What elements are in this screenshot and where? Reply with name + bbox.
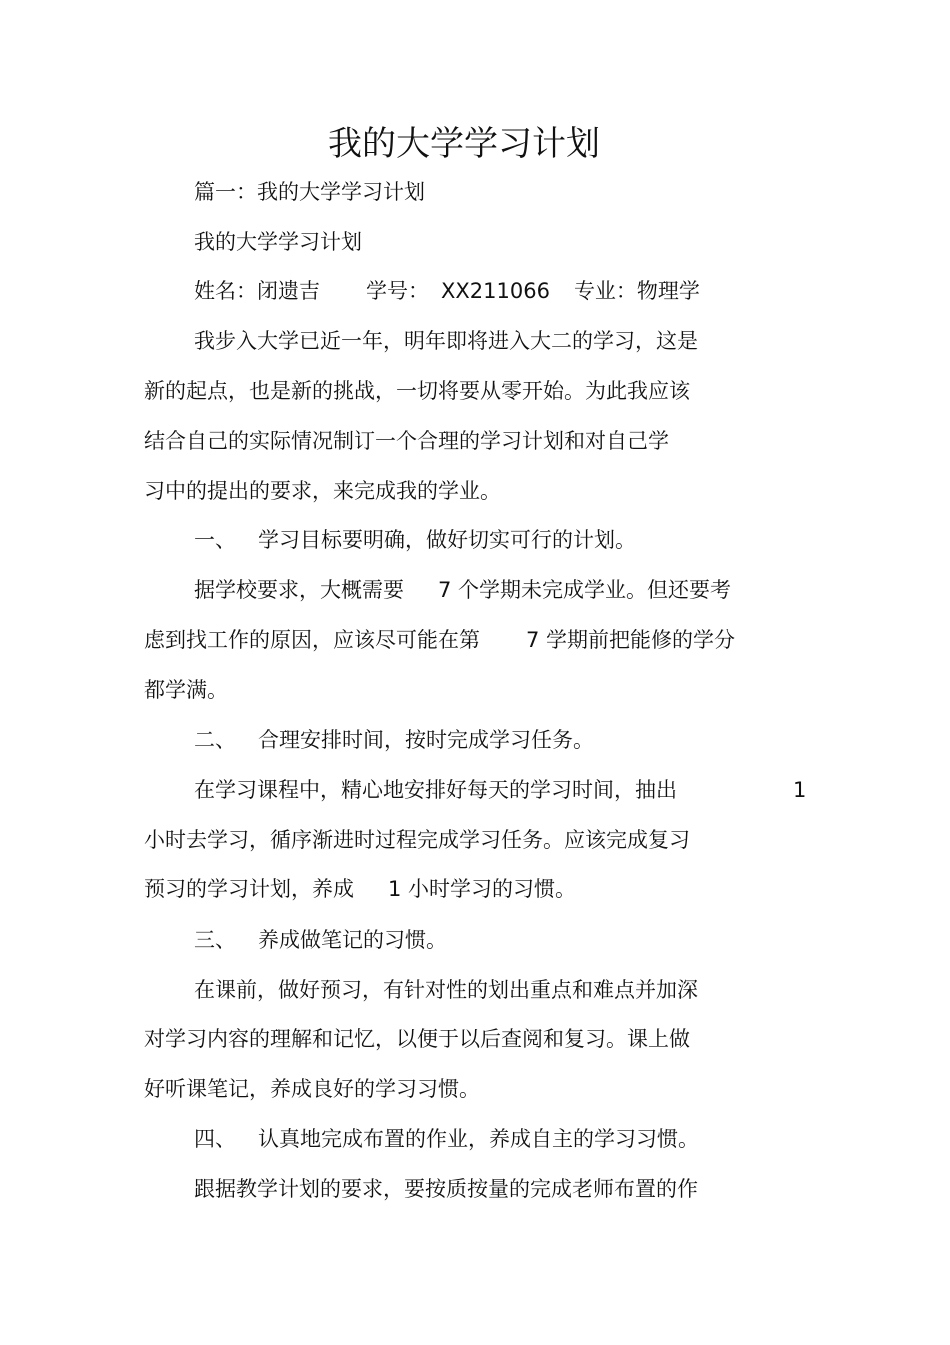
text-run: 7 个学期未完成学业。但还要考 (438, 578, 732, 602)
section-title: 认真地完成布置的作业，养成自主的学习习惯。 (258, 1127, 699, 1151)
section-title: 学习目标要明确，做好切实可行的计划。 (258, 528, 636, 552)
paragraph-line: 我步入大学已近一年，明年即将进入大二的学习，这是 (194, 329, 698, 353)
paragraph-line: 习中的提出的要求，来完成我的学业。 (144, 479, 501, 503)
paragraph-line: 对学习内容的理解和记忆，以便于以后查阅和复习。课上做 (144, 1027, 690, 1051)
section-heading-2 (194, 725, 594, 755)
paragraph-line: 好听课笔记，养成良好的学习习惯。 (144, 1077, 480, 1101)
student-major: 专业：物理学 (573, 279, 700, 303)
paragraph-line: 在课前，做好预习，有针对性的划出重点和难点并加深 (194, 978, 698, 1002)
section-heading-4 (194, 1124, 699, 1154)
section-number: 四、 (194, 1127, 236, 1151)
paragraph-line: 在学习课程中，精心地安排好每天的学习时间，抽出 (194, 778, 677, 802)
subtitle-2: 我的大学学习计划 (194, 230, 362, 254)
text-run: 1 (793, 778, 807, 802)
paragraph-line: 小时去学习，循序渐进时过程完成学习任务。应该完成复习 (144, 828, 690, 852)
paragraph-line: 都学满。 (144, 678, 228, 702)
paragraph-line: 新的起点，也是新的挑战，一切将要从零开始。为此我应该 (144, 379, 690, 403)
student-name: 姓名：闭遗吉 (194, 279, 320, 303)
section-title: 养成做笔记的习惯。 (258, 928, 447, 952)
text-run: 1 小时学习的习惯。 (388, 877, 577, 901)
document-title: 我的大学学习计划 (328, 124, 600, 164)
text-run: 7 学期前把能修的学分 (526, 628, 736, 652)
paragraph-line (194, 575, 731, 605)
section-title: 合理安排时间，按时完成学习任务。 (258, 728, 594, 752)
text-run: 预习的学习计划，养成 (144, 877, 354, 901)
student-id-label: 学号： (366, 279, 429, 303)
paragraph-line (144, 874, 576, 904)
subtitle: 篇一：我的大学学习计划 (194, 180, 425, 204)
student-info (194, 276, 700, 306)
student-id-value: XX211066 (441, 279, 550, 303)
section-number: 二、 (194, 728, 236, 752)
text-run: 据学校要求，大概需要 (194, 578, 404, 602)
section-heading-1 (194, 525, 636, 555)
paragraph-line: 跟据教学计划的要求，要按质按量的完成老师布置的作 (194, 1177, 698, 1201)
section-heading-3 (194, 925, 447, 955)
paragraph-line (144, 625, 735, 655)
text-run: 虑到找工作的原因，应该尽可能在第 (144, 628, 480, 652)
paragraph-line: 结合自己的实际情况制订一个合理的学习计划和对自己学 (144, 429, 669, 453)
section-number: 三、 (194, 928, 236, 952)
section-number: 一、 (194, 528, 236, 552)
